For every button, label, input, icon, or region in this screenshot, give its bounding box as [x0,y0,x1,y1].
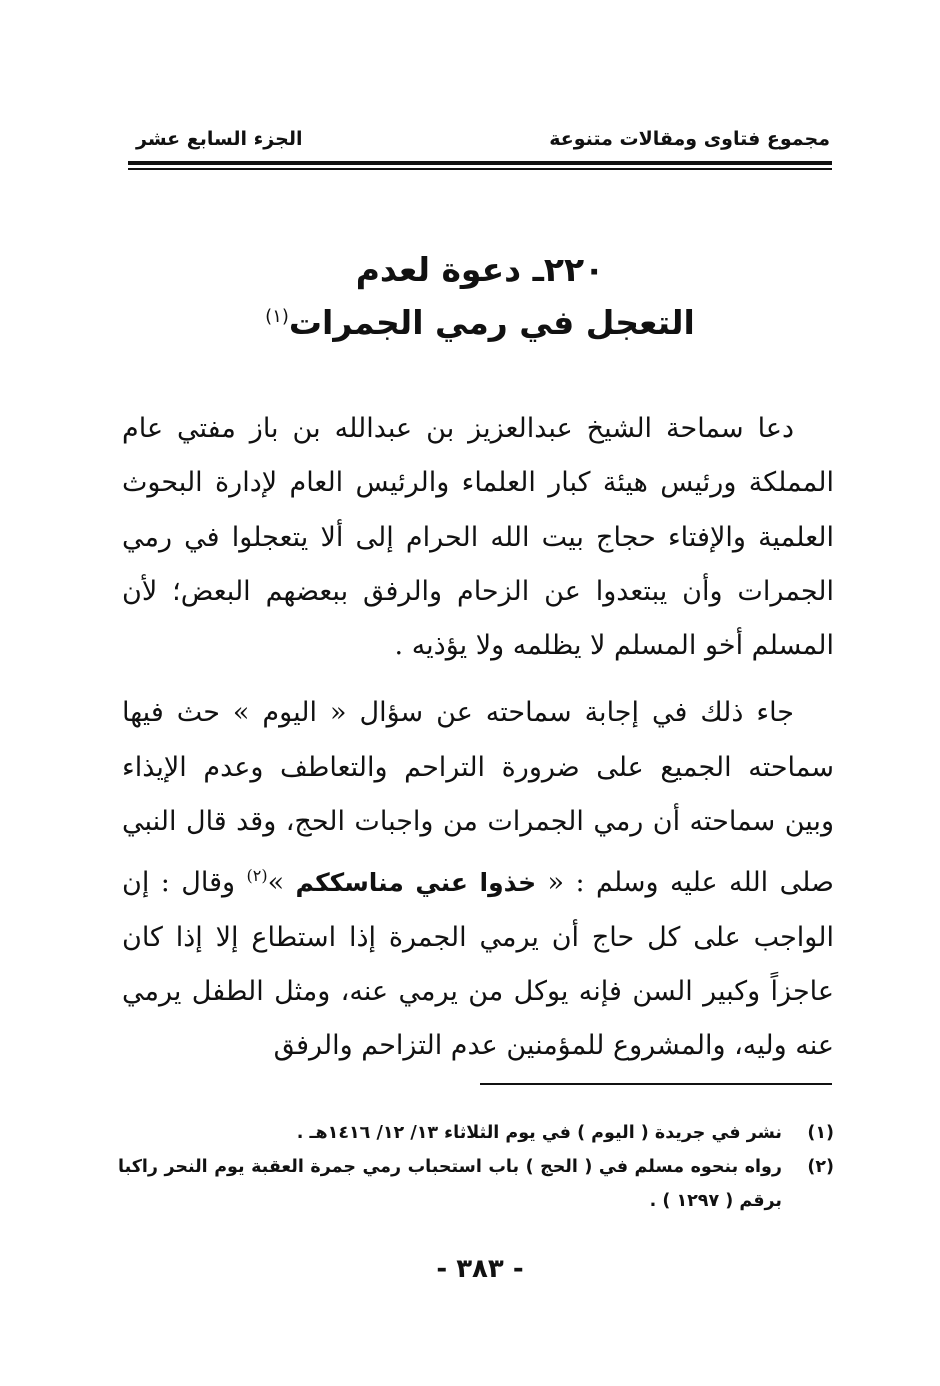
footnote-1 [118,1116,834,1150]
quote-close: » [267,867,285,899]
volume-label: الجزء السابع عشر [136,128,303,150]
paragraph-2-part-1: جاء ذلك في إجابة سماحته عن سؤال « اليوم » حث فيها سماحته الجميع على ضرورة التراحم والتعاطف وعدم الإيذاء وبين سماحته أن رمي الجمرات من واجبات الحج، وقد قال النبي صلى الله عليه وسلم : « [122,697,834,899]
footnote-2-text: رواه بنحوه مسلم في ( الحج ) باب استحباب رمي جمرة العقبة يوم النحر راكبا برقم ( ١٢٩٧ ) . [118,1157,782,1211]
book-title: مجموع فتاوى ومقالات متنوعة [549,128,830,150]
article-title-line-1: ٢٢٠ـ دعوة لعدم [355,250,605,289]
header-rule-thin [128,168,832,170]
footnote-2 [118,1150,834,1218]
article-title-text: التعجل في رمي الجمرات [288,303,695,342]
footnote-1-text: نشر في جريدة ( اليوم ) في يوم الثلاثاء ١٣/ ١٢/ ١٤١٦هـ . [296,1123,782,1143]
article-body [122,402,834,1074]
page-number: - ٣٨٣ - [436,1254,524,1284]
running-header [128,118,830,158]
footnote-2-number: (٢) [807,1157,834,1177]
paragraph-2-part-2: وقال : إن الواجب على كل حاج أن يرمي الجمرة إذا استطاع إلا إذا كان عاجزاً وكبير السن فإنه يوكل من يرمي عنه، ومثل الطفل يرمي عنه وليه، والمشروع للمؤمنين عدم التزاحم والرفق [122,867,834,1062]
footnotes [118,1116,834,1218]
article-title-line-2 [128,293,832,347]
paragraph-2 [122,686,834,1073]
header-rule-thick [128,161,832,165]
paragraph-1: دعا سماحة الشيخ عبدالعزيز بن عبدالله بن باز مفتي عام المملكة ورئيس هيئة كبار العلماء والرئيس العام لإدارة البحوث العلمية والإفتاء حجاج بيت الله الحرام إلى ألا يتعجلوا في رمي الجمرات وأن يبتعدوا عن الزحام والرفق ببعضهم البعض؛ لأن المسلم أخو المسلم لا يظلمه ولا يؤذيه . [122,413,834,662]
hadith-quote: خذوا عني مناسككم [295,868,537,898]
footnote-1-number: (١) [807,1123,834,1143]
paragraph-2-footnote-ref: (٢) [246,866,268,886]
footnote-separator [480,1083,832,1085]
title-footnote-ref: (١) [265,306,289,327]
